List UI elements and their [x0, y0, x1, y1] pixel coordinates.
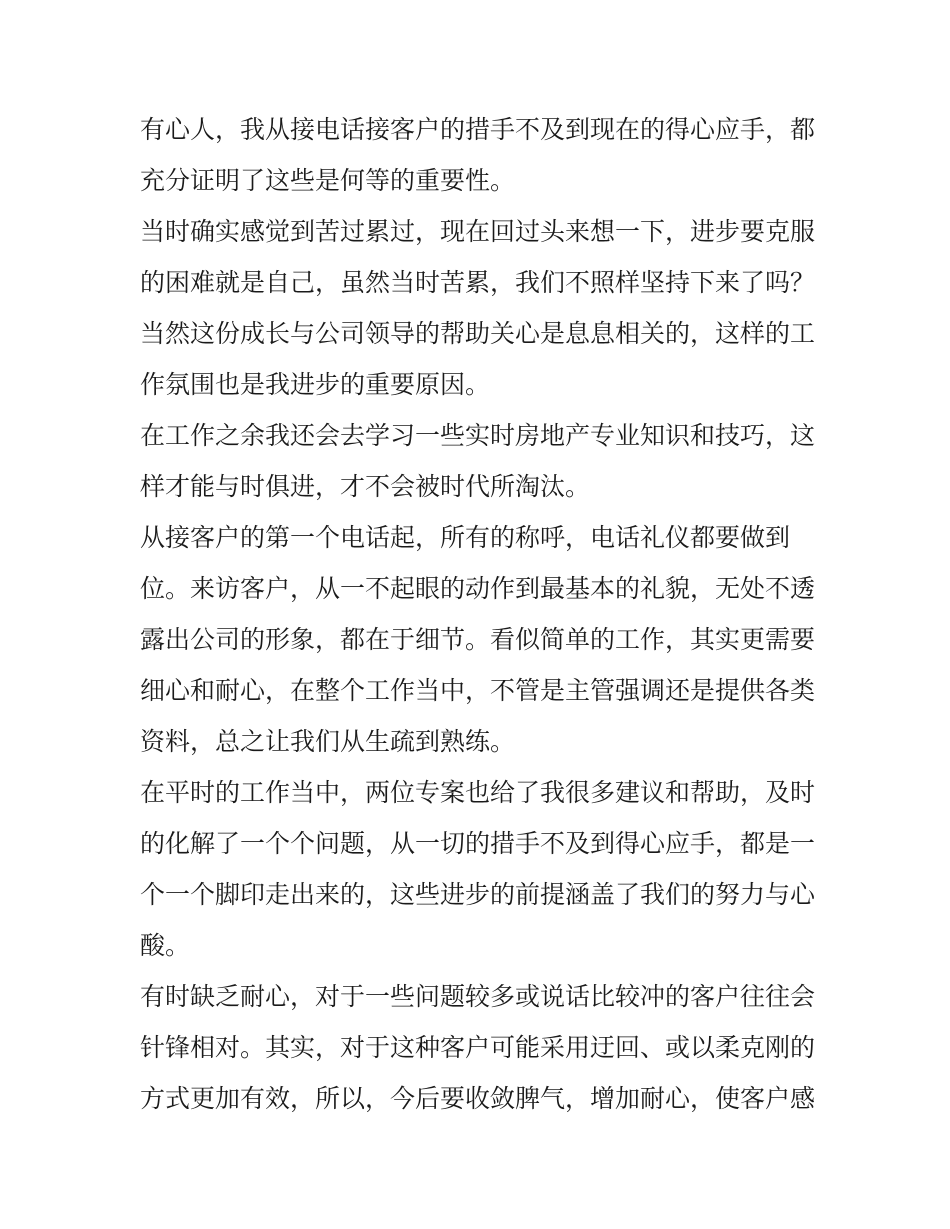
text-line: 位。来访客户，从一不起眼的动作到最基本的礼貌，无处不透: [140, 574, 816, 603]
text-line: 的化解了一个个问题，从一切的措手不及到得心应手，都是一: [140, 829, 816, 858]
text-line: 作氛围也是我进步的重要原因。: [140, 370, 491, 399]
text-line: 在工作之余我还会去学习一些实时房地产专业知识和技巧，这: [140, 421, 816, 450]
body-text: [140, 104, 820, 1124]
text-line: 酸。: [140, 931, 191, 960]
text-line: 的困难就是自己，虽然当时苦累，我们不照样坚持下来了吗？: [140, 268, 816, 297]
text-line: 有心人，我从接电话接客户的措手不及到现在的得心应手，都: [140, 115, 816, 144]
text-line: 当时确实感觉到苦过累过，现在回过头来想一下，进步要克服: [140, 217, 816, 246]
text-line: 细心和耐心，在整个工作当中，不管是主管强调还是提供各类: [140, 676, 816, 705]
text-line: 露出公司的形象，都在于细节。看似简单的工作，其实更需要: [140, 625, 816, 654]
text-line: 当然这份成长与公司领导的帮助关心是息息相关的，这样的工: [140, 319, 816, 348]
text-line: 样才能与时俱进，才不会被时代所淘汰。: [140, 472, 591, 501]
text-line: 从接客户的第一个电话起，所有的称呼，电话礼仪都要做到: [140, 523, 791, 552]
text-line: 方式更加有效，所以，今后要收敛脾气，增加耐心，使客户感: [140, 1084, 816, 1113]
text-line: 充分证明了这些是何等的重要性。: [140, 166, 516, 195]
text-line: 有时缺乏耐心，对于一些问题较多或说话比较冲的客户往往会: [140, 982, 816, 1011]
text-line: 在平时的工作当中，两位专案也给了我很多建议和帮助，及时: [140, 778, 816, 807]
text-line: 个一个脚印走出来的，这些进步的前提涵盖了我们的努力与心: [140, 880, 816, 909]
text-line: 资料，总之让我们从生疏到熟练。: [140, 727, 516, 756]
text-line: 针锋相对。其实，对于这种客户可能采用迂回、或以柔克刚的: [140, 1033, 816, 1062]
